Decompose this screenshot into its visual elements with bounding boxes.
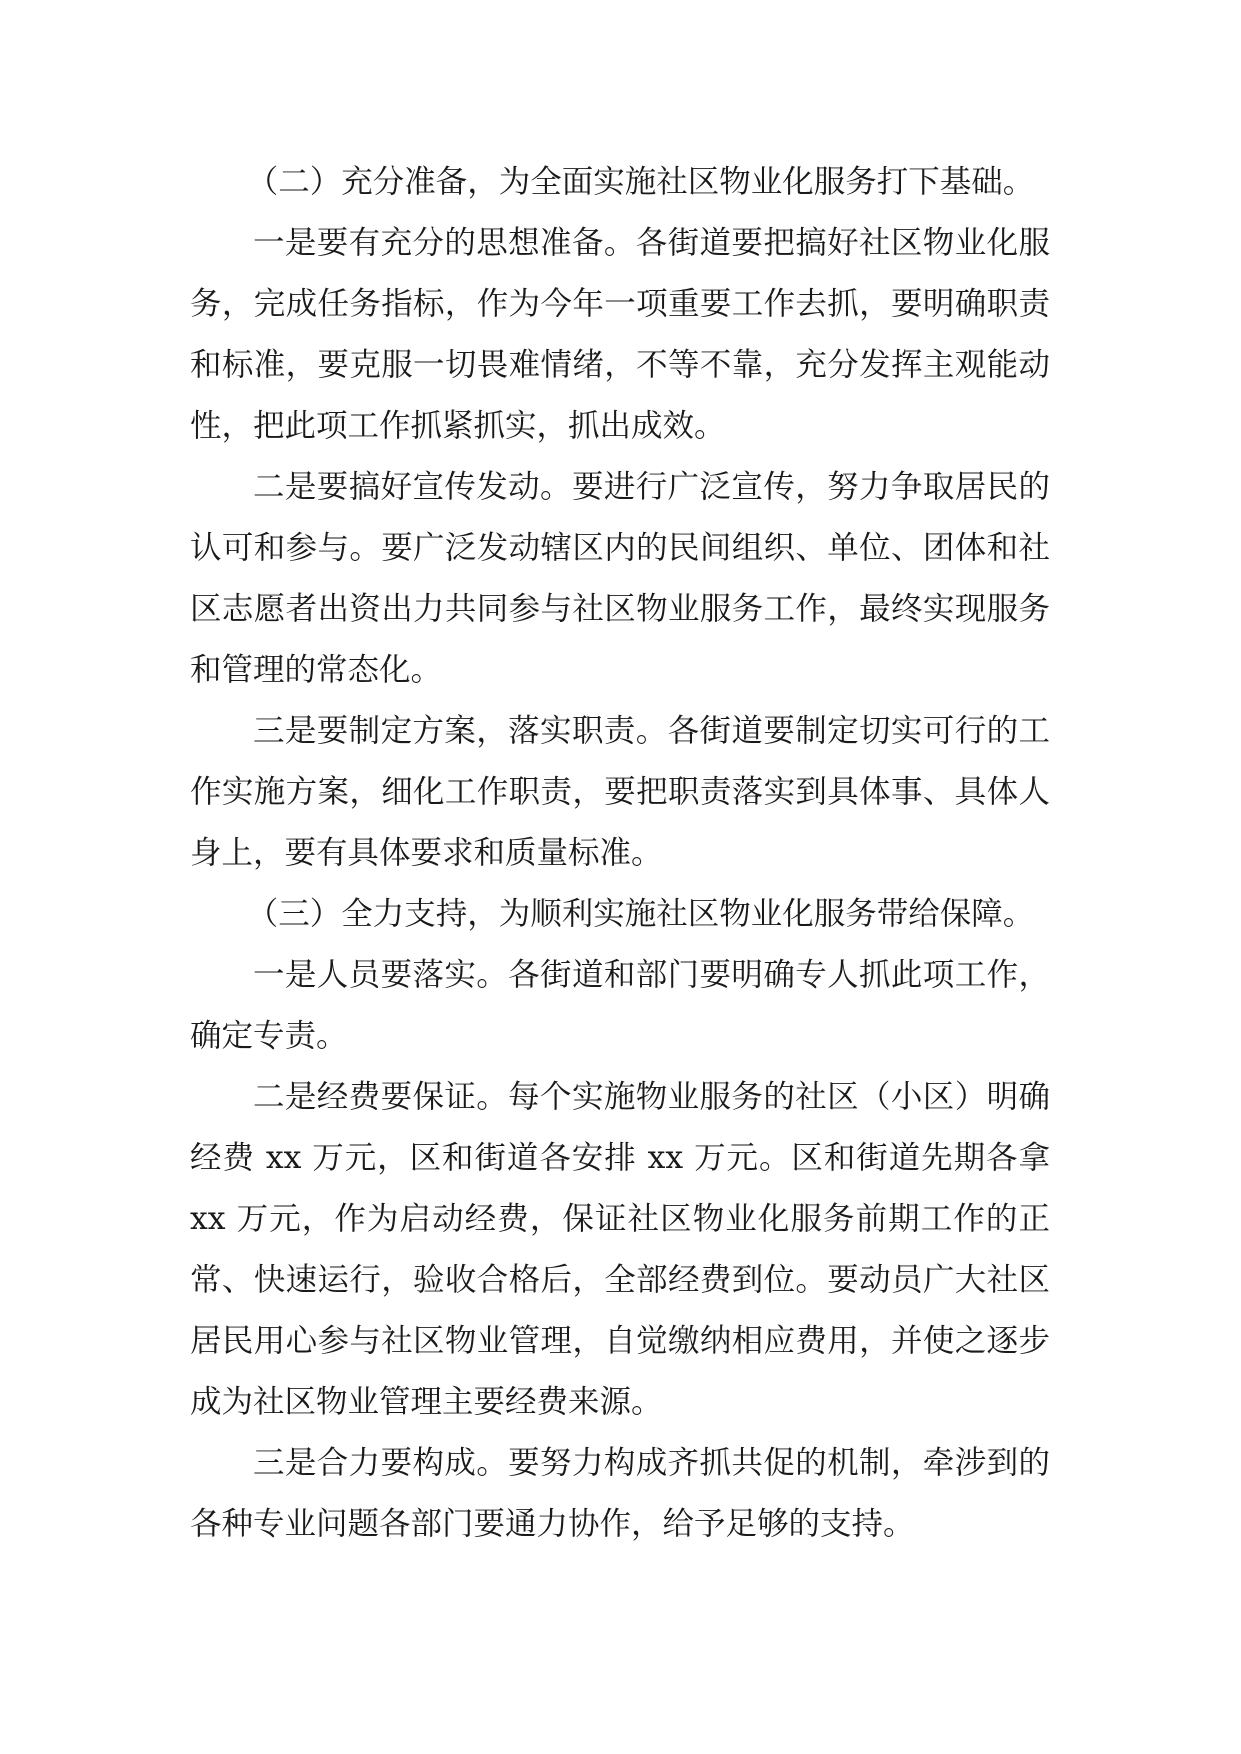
- paragraph-publicity: 二是要搞好宣传发动。要进行广泛宣传，努力争取居民的认可和参与。要广泛发动辖区内的民间组织、单位、团体和社区志愿者出资出力共同参与社区物业服务工作，最终实现服务和管理的常态化。: [190, 469, 1050, 688]
- paragraph-ideological-preparation: 一是要有充分的思想准备。各街道要把搞好社区物业化服务，完成任务指标，作为今年一项重要工作去抓，要明确职责和标准，要克服一切畏难情绪，不等不靠，充分发挥主观能动性，把此项工作抓紧抓实，抓出成效。: [190, 225, 1050, 444]
- section-heading-3: （三）全力支持，为顺利实施社区物业化服务带给保障。: [246, 896, 1035, 932]
- paragraph-joint-effort: 三是合力要构成。要努力构成齐抓共促的机制，牵涉到的各种专业问题各部门要通力协作，给予足够的支持。: [190, 1445, 1050, 1542]
- paragraph-plan-and-duties: 三是要制定方案，落实职责。各街道要制定切实可行的工作实施方案，细化工作职责，要把职责落实到具体事、具体人身上，要有具体要求和质量标准。: [190, 713, 1050, 871]
- section-heading-2: （二）充分准备，为全面实施社区物业化服务打下基础。: [246, 164, 1035, 200]
- paragraph-personnel: 一是人员要落实。各街道和部门要明确专人抓此项工作，确定专责。: [190, 957, 1050, 1054]
- document-body: [190, 152, 1050, 1555]
- paragraph-funding: 二是经费要保证。每个实施物业服务的社区（小区）明确经费 xx 万元，区和街道各安排 xx 万元。区和街道先期各拿 xx 万元，作为启动经费，保证社区物业化服务前期工作的正常、快速运行，验收合格后，全部经费到位。要动员广大社区居民用心参与社区物业管理，自觉缴纳相应费用，并使之逐步成为社区物业管理主要经费来源。: [190, 1079, 1050, 1420]
